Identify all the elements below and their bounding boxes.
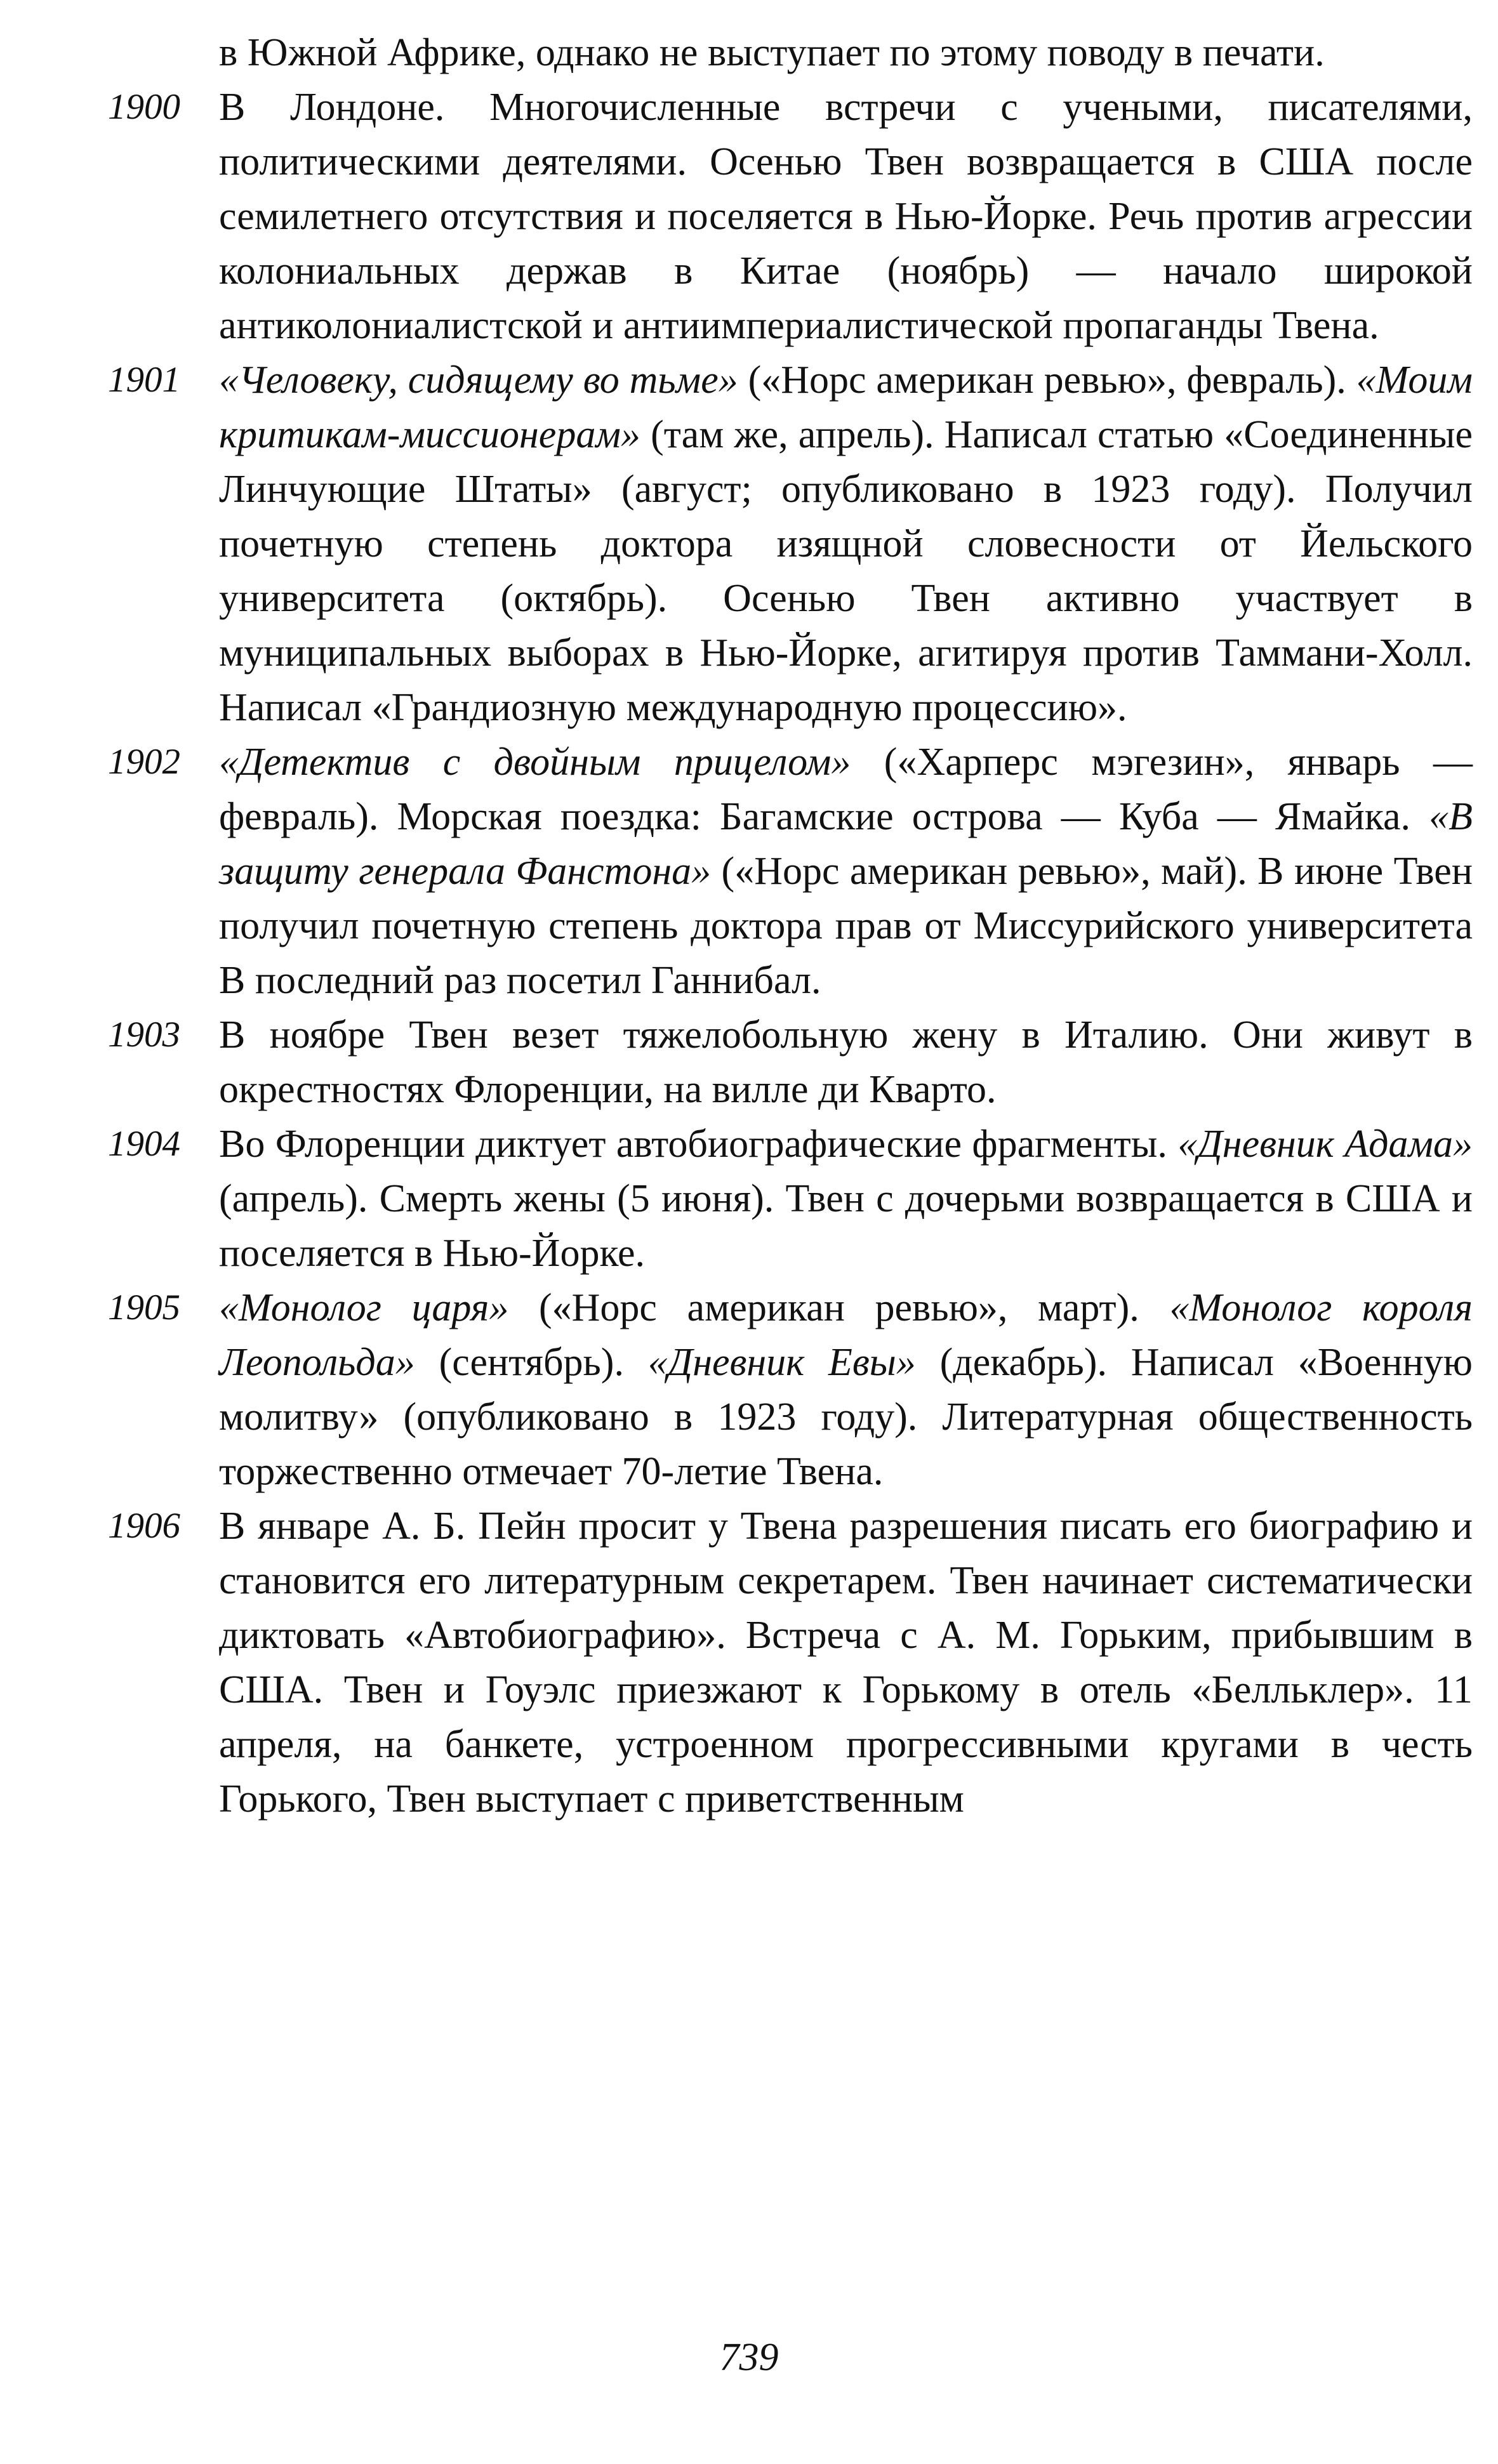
entry-text-segment: Во Флоренции диктует автобиографические фрагменты. bbox=[219, 1123, 1178, 1166]
entry-text-segment: («Норс американ ревью», март). bbox=[508, 1286, 1170, 1329]
entry-year: 1900 bbox=[108, 87, 180, 127]
chronology-entry bbox=[108, 1281, 1473, 1499]
entry-text bbox=[219, 1281, 1473, 1499]
entry-year: 1906 bbox=[108, 1506, 180, 1546]
chronology-entry bbox=[108, 353, 1473, 735]
continuation-text: в Южной Африке, однако не выступает по этому поводу в печати. bbox=[219, 31, 1325, 74]
chronology-entry bbox=[108, 735, 1473, 1008]
chronology-entry bbox=[108, 1117, 1473, 1281]
chronology-text bbox=[108, 25, 1473, 1826]
entry-text-segment: (апрель). Смерть жены (5 июня). Твен с дочерьми возвращается в США и поселяется в Нью-Йорке. bbox=[219, 1177, 1473, 1275]
chronology-entry bbox=[108, 1008, 1473, 1117]
entry-year: 1904 bbox=[108, 1124, 180, 1164]
work-title: «Монолог царя» bbox=[219, 1286, 509, 1329]
entry-text-segment: («Норс американ ревью», май). В июне Твен получил почетную степень доктора прав от Миссурийского университета В последний раз посетил Ганнибал. bbox=[219, 850, 1473, 1002]
entry-text bbox=[219, 1117, 1473, 1281]
entry-text-segment: (там же, апрель). Написал статью «Соединенные Линчующие Штаты» (август; опубликовано в 1923 году). Получил почетную степень доктора изящной словесности от Йельского университета (октябрь). Осенью Твен активно участвует в муниципальных выборах в Нью-Йорке, агитируя против Таммани-Холл. Написал «Грандиозную международную процессию». bbox=[219, 413, 1473, 729]
entry-text-segment: (сентябрь). bbox=[414, 1341, 648, 1384]
entry-text bbox=[219, 1008, 1473, 1117]
work-title: «Человеку, сидящему во тьме» bbox=[219, 359, 738, 402]
entry-text-segment: («Норс американ ревью», февраль). bbox=[738, 359, 1356, 402]
continuation-paragraph bbox=[108, 25, 1473, 80]
chronology-entry bbox=[108, 1499, 1473, 1826]
work-title: «Моим критикам-миссионерам» bbox=[219, 359, 1473, 456]
entry-year: 1905 bbox=[108, 1288, 180, 1328]
page-number: 739 bbox=[719, 2336, 779, 2379]
work-title: «Дневник Евы» bbox=[647, 1341, 916, 1384]
entry-text-segment: («Харперс мэгезин», январь — февраль). Морская поездка: Багамские острова — Куба — Ямайка. bbox=[219, 741, 1473, 838]
entry-text bbox=[219, 1499, 1473, 1826]
entry-text-segment: В ноябре Твен везет тяжелобольную жену в Италию. Они живут в окрестностях Флоренции, на вилле ди Кварто. bbox=[219, 1013, 1473, 1111]
chronology-entry bbox=[108, 80, 1473, 353]
entry-text bbox=[219, 80, 1473, 353]
entry-text-segment: В Лондоне. Многочисленные встречи с учеными, писателями, политическими деятелями. Осенью Твен возвращается в США после семилетнего отсутствия и поселяется в Нью-Йорке. Речь против агрессии колониальных держав в Китае (ноябрь) — начало широкой антиколониалистской и антиимпериалистической пропаганды Твена. bbox=[219, 86, 1473, 347]
entry-text-segment: В январе А. Б. Пейн просит у Твена разрешения писать его биографию и становится его литературным секретарем. Твен начинает систематически диктовать «Автобиографию». Встреча с А. М. Горьким, прибывшим в США. Твен и Гоуэлс приезжают к Горькому в отель «Белльклер». 11 апреля, на банкете, устроенном прогрессивными кругами в честь Горького, Твен выступает с приветственным bbox=[219, 1505, 1473, 1821]
entry-year: 1901 bbox=[108, 360, 180, 400]
entry-year: 1903 bbox=[108, 1015, 180, 1055]
work-title: «Дневник Адама» bbox=[1177, 1123, 1473, 1166]
work-title: «Детектив с двойным прицелом» bbox=[219, 741, 851, 784]
entry-year: 1902 bbox=[108, 742, 180, 782]
entry-text-segment: (декабрь). Написал «Военную молитву» (опубликовано в 1923 году). Литературная общественность торжественно отмечает 70-летие Твена. bbox=[219, 1341, 1473, 1493]
entry-text bbox=[219, 353, 1473, 735]
entry-text bbox=[219, 735, 1473, 1008]
work-title: «Монолог короля Леопольда» bbox=[219, 1286, 1473, 1384]
work-title: «В защиту генерала Фанстона» bbox=[219, 795, 1473, 893]
